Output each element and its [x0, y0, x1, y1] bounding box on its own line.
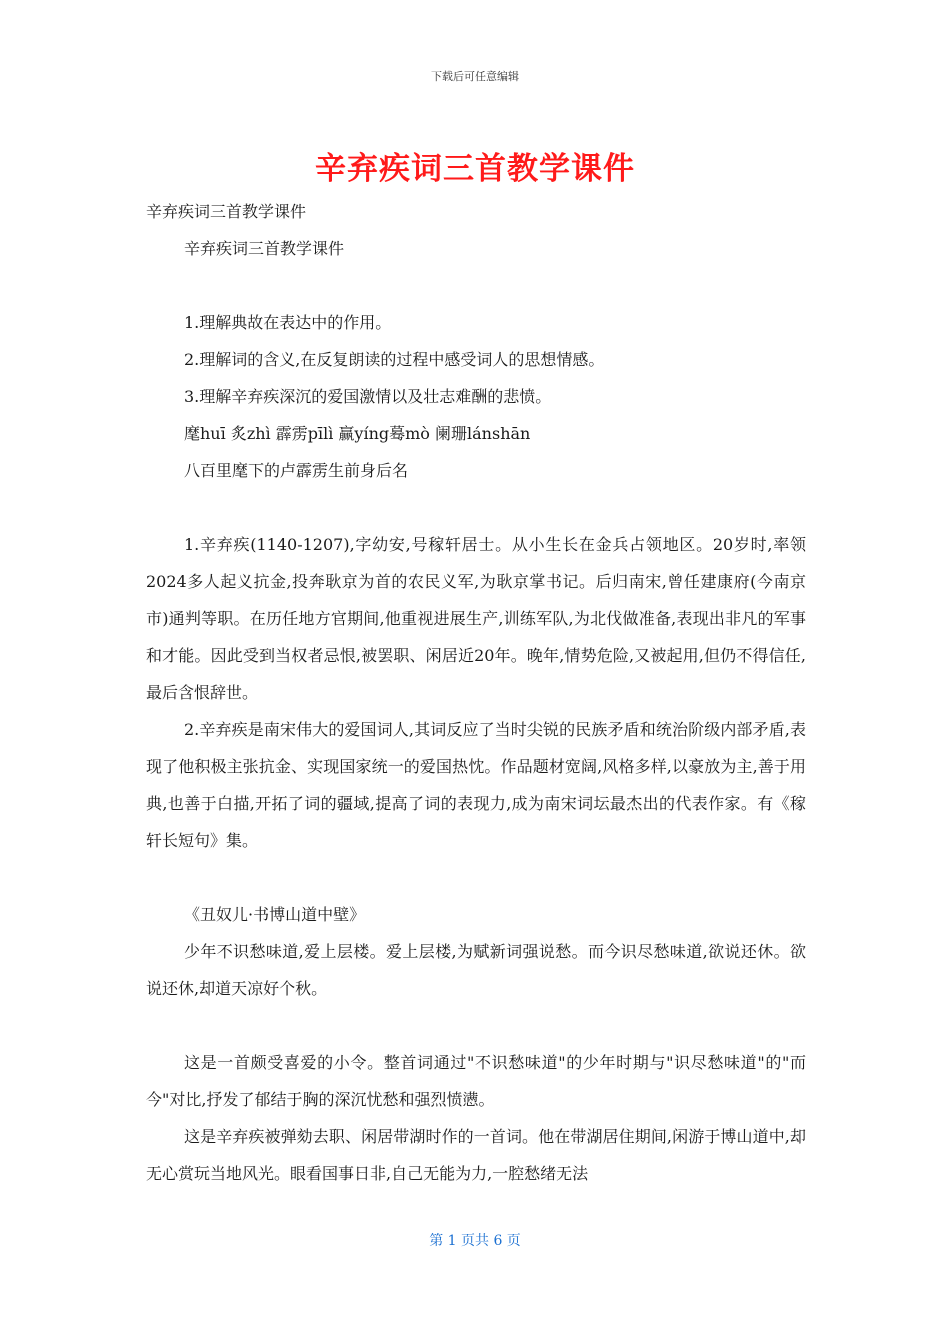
objective-item: 1.理解典故在表达中的作用。 [184, 313, 392, 332]
author-bio-paragraph: 1.辛弃疾(1140-1207),字幼安,号稼轩居士。从小生长在金兵占领地区。20岁时,率领2024多人起义抗金,投奔耿京为首的农民义军,为耿京掌书记。后归南宋,曾任建康府(今南京市)通判等职。在历任地方官期间,他重视进展生产,训练军队,为北伐做准备,表现出非凡的军事和才能。因此受到当权者忌恨,被罢职、闲居近20年。晚年,情势危险,又被起用,但仍不得信任,最后含恨辞世。 [146, 535, 806, 702]
document-title: 辛弃疾词三首教学课件 [315, 151, 635, 187]
pronunciation-line: 麾huī 炙zhì 霹雳pīlì 赢yíng蓦mò 阑珊lánshān [184, 424, 531, 443]
objective-item: 3.理解辛弃疾深沉的爱国激情以及壮志难酬的悲愤。 [184, 387, 552, 406]
body-paragraph: 辛弃疾词三首教学课件 [184, 239, 345, 258]
paragraph-gap [146, 859, 806, 896]
vocabulary-line: 八百里麾下的卢霹雳生前身后名 [184, 461, 409, 480]
analysis-paragraph: 这是一首颇受喜爱的小令。整首词通过"不识愁味道"的少年时期与"识尽愁味道"的"而今"对比,抒发了郁结于胸的深沉忧愁和强烈愤懑。 [146, 1053, 806, 1109]
objective-item: 2.理解词的含义,在反复朗读的过程中感受词人的思想情感。 [184, 350, 605, 369]
poem-title: 《丑奴儿·书博山道中壁》 [184, 905, 366, 924]
body-paragraph: 辛弃疾词三首教学课件 [146, 202, 307, 221]
header-note: 下载后可任意编辑 [431, 70, 519, 83]
page-footer: 第 1 页共 6 页 [429, 1233, 521, 1249]
poem-text: 少年不识愁味道,爱上层楼。爱上层楼,为赋新词强说愁。而今识尽愁味道,欲说还休。欲说还休,却道天凉好个秋。 [146, 942, 806, 998]
author-bio-paragraph: 2.辛弃疾是南宋伟大的爱国词人,其词反应了当时尖锐的民族矛盾和统治阶级内部矛盾,表现了他积极主张抗金、实现国家统一的爱国热忱。作品题材宽阔,风格多样,以豪放为主,善于用典,也善于白描,开拓了词的疆域,提高了词的表现力,成为南宋词坛最杰出的代表作家。有《稼轩长短句》集。 [146, 720, 806, 850]
analysis-paragraph: 这是辛弃疾被弹劾去职、闲居带湖时作的一首词。他在带湖居住期间,闲游于博山道中,却无心赏玩当地风光。眼看国事日非,自己无能为力,一腔愁绪无法 [146, 1127, 806, 1183]
document-body [146, 193, 806, 1192]
paragraph-gap [146, 1007, 806, 1044]
paragraph-gap [146, 267, 806, 304]
paragraph-gap [146, 489, 806, 526]
